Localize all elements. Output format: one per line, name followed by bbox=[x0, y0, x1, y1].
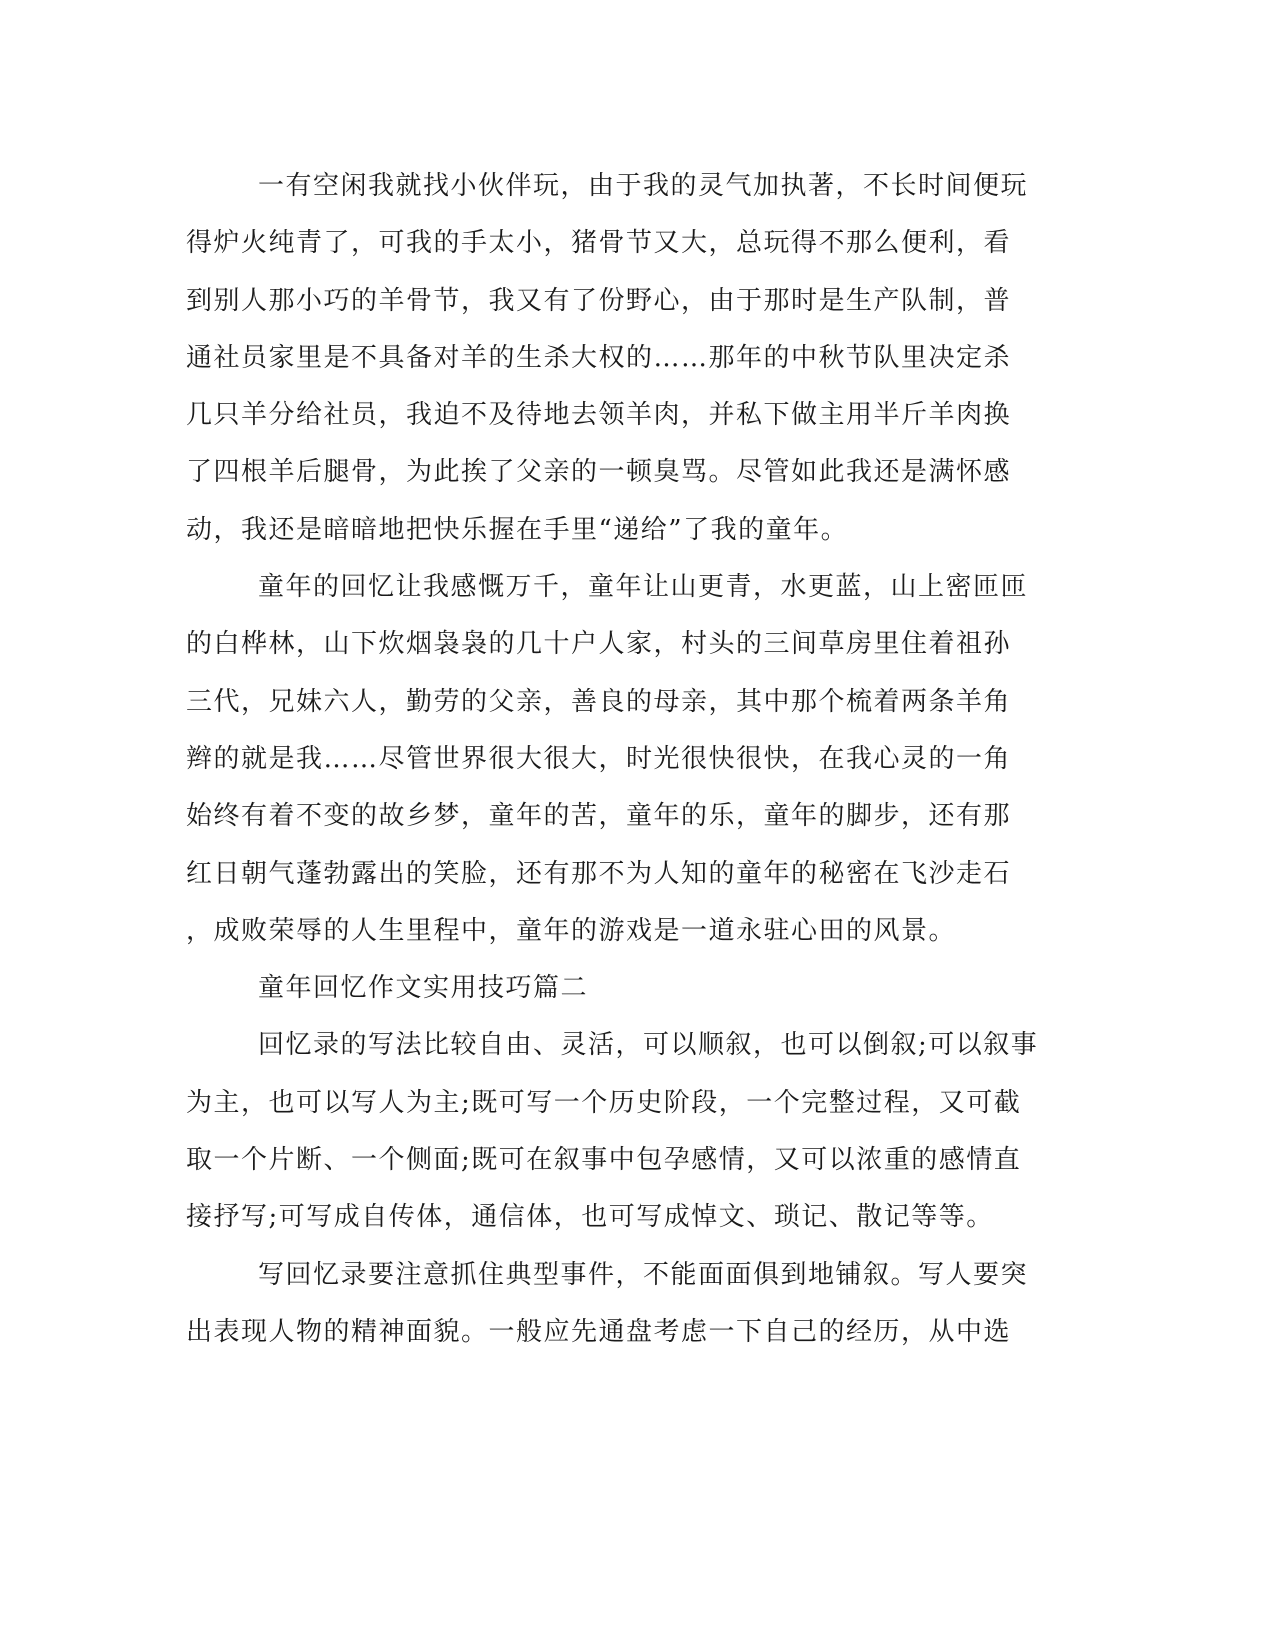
text-line: 了四根羊后腿骨，为此挨了父亲的一顿臭骂。尽管如此我还是满怀感 bbox=[186, 457, 1012, 488]
text-line: 取一个片断、一个侧面;既可在叙事中包孕感情，又可以浓重的感情直 bbox=[186, 1145, 1022, 1176]
text-line: 的白桦林，山下炊烟袅袅的几十户人家，村头的三间草房里住着祖孙 bbox=[186, 629, 1012, 660]
text-line: 为主，也可以写人为主;既可写一个历史阶段，一个完整过程，又可截 bbox=[186, 1087, 1022, 1118]
text-line: 出表现人物的精神面貌。一般应先通盘考虑一下自己的经历，从中选 bbox=[186, 1316, 1012, 1347]
text-line: 辫的就是我……尽管世界很大很大，时光很快很快，在我心灵的一角 bbox=[186, 743, 1012, 774]
document-body bbox=[186, 158, 1066, 1361]
text-line: 红日朝气蓬勃露出的笑脸，还有那不为人知的童年的秘密在飞沙走石 bbox=[186, 858, 1012, 889]
text-line: 几只羊分给社员，我迫不及待地去领羊肉，并私下做主用半斤羊肉换 bbox=[186, 400, 1012, 431]
text-line: 到别人那小巧的羊骨节，我又有了份野心，由于那时是生产队制，普 bbox=[186, 285, 1012, 316]
text-line: 动，我还是暗暗地把快乐握在手里“递给”了我的童年。 bbox=[186, 514, 849, 545]
text-line: 写回忆录要注意抓住典型事件，不能面面俱到地铺叙。写人要突 bbox=[258, 1259, 1029, 1290]
section-heading: 童年回忆作文实用技巧篇二 bbox=[258, 973, 589, 1004]
text-line: 回忆录的写法比较自由、灵活，可以顺叙，也可以倒叙;可以叙事 bbox=[258, 1030, 1039, 1061]
text-line: 通社员家里是不具备对羊的生杀大权的……那年的中秋节队里决定杀 bbox=[186, 342, 1012, 373]
text-line: 童年的回忆让我感慨万千，童年让山更青，水更蓝，山上密匝匝 bbox=[258, 572, 1029, 603]
text-line: 三代，兄妹六人，勤劳的父亲，善良的母亲，其中那个梳着两条羊角 bbox=[186, 686, 1012, 717]
text-line: 始终有着不变的故乡梦，童年的苦，童年的乐，童年的脚步，还有那 bbox=[186, 801, 1012, 832]
text-line: 一有空闲我就找小伙伴玩，由于我的灵气加执著，不长时间便玩 bbox=[258, 171, 1029, 201]
text-line: 接抒写;可写成自传体，通信体，也可写成悼文、琐记、散记等等。 bbox=[186, 1202, 994, 1233]
text-line: ，成败荣辱的人生里程中，童年的游戏是一道永驻心田的风景。 bbox=[186, 915, 957, 946]
text-line: 得炉火纯青了，可我的手太小，猪骨节又大，总玩得不那么便利，看 bbox=[186, 228, 1012, 259]
